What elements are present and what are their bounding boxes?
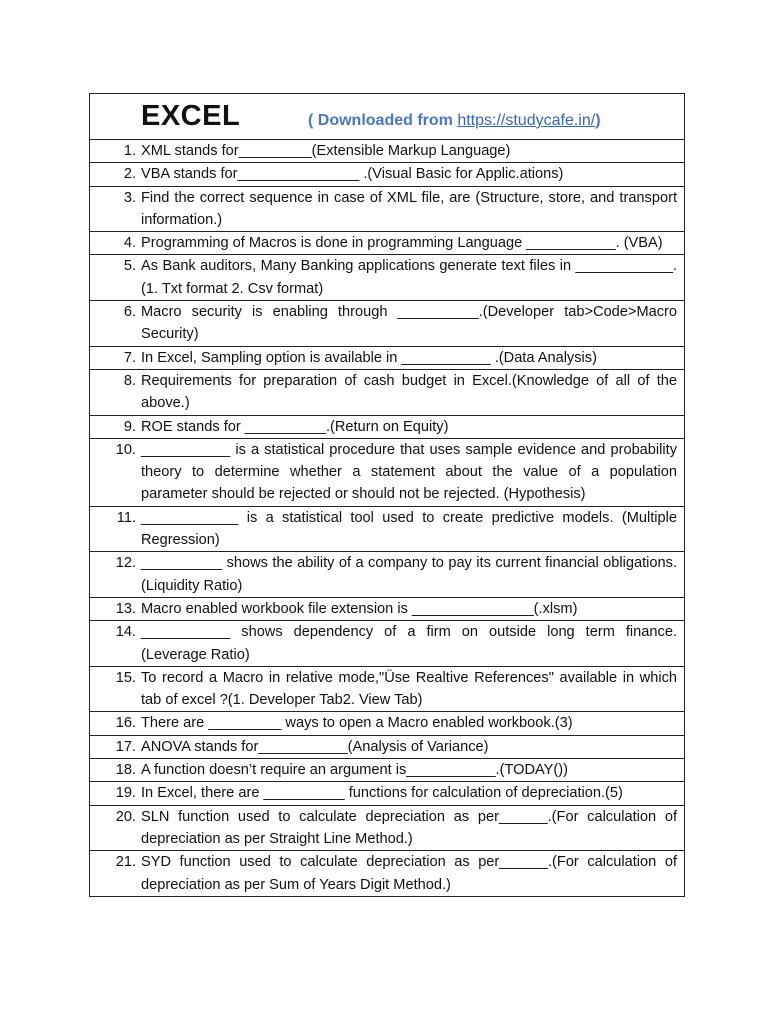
question-cell <box>90 712 685 735</box>
item-number: 9. <box>123 418 136 435</box>
question-cell <box>90 666 685 712</box>
item-number: 14. <box>115 624 136 641</box>
question-cell <box>90 621 685 667</box>
item-text: As Bank auditors, Many Banking applications generate text files in ____________.(1. Txt format 2. Csv format) <box>141 258 677 297</box>
item-text: To record a Macro in relative mode,"Üse Realtive References" available in which tab of excel ?(1. Developer Tab2. View Tab) <box>141 669 677 709</box>
question-cell <box>90 140 685 163</box>
table-row <box>90 438 685 506</box>
table-row <box>90 255 685 301</box>
table-row <box>90 186 685 232</box>
item-number: 20. <box>115 808 136 825</box>
item-number: 11. <box>116 509 136 526</box>
item-number: 10. <box>115 441 136 458</box>
table-row <box>90 597 685 620</box>
question-table <box>89 93 685 897</box>
item-text: Programming of Macros is done in programming Language ___________. (VBA) <box>141 235 663 252</box>
item-number: 21. <box>115 854 136 871</box>
question-cell <box>90 506 685 552</box>
item-text: There are _________ ways to open a Macro enabled workbook.(3) <box>141 715 573 732</box>
table-row <box>90 301 685 347</box>
list-item <box>97 187 677 232</box>
list-item <box>97 598 677 620</box>
list-item <box>97 232 677 254</box>
item-text: SYD function used to calculate depreciation as per______.(For calculation of depreciation as per Sum of Years Digit Method.) <box>141 854 677 893</box>
item-text: ROE stands for __________.(Return on Equity) <box>141 418 449 435</box>
item-text: ___________ is a statistical procedure that uses sample evidence and probability theory to determine whether a statement about the value of a population parameter should be rejected or should not be rejected. (Hypothesis) <box>141 441 677 503</box>
table-row <box>90 666 685 712</box>
item-number: 18. <box>115 762 136 779</box>
item-text: SLN function used to calculate depreciation as per______.(For calculation of depreciation as per Straight Line Method.) <box>141 808 677 847</box>
source-link[interactable]: https://studycafe.in/ <box>457 112 596 129</box>
question-cell <box>90 232 685 255</box>
table-row <box>90 759 685 782</box>
question-cell <box>90 346 685 369</box>
item-number: 15. <box>115 669 136 686</box>
list-item <box>97 782 677 804</box>
source-suffix: ) <box>595 112 601 129</box>
item-text: ___________ shows dependency of a firm on outside long term finance. (Leverage Ratio) <box>141 624 677 663</box>
item-text: Macro enabled workbook file extension is _______________(.xlsm) <box>141 600 578 617</box>
table-row <box>90 782 685 805</box>
item-text: Macro security is enabling through __________.(Developer tab>Code>Macro Security) <box>141 304 677 343</box>
list-item <box>97 416 677 438</box>
table-row <box>90 712 685 735</box>
item-number: 1. <box>123 143 136 159</box>
question-cell <box>90 735 685 758</box>
list-item <box>97 736 677 758</box>
table-row <box>90 140 685 163</box>
item-text: Requirements for preparation of cash budget in Excel.(Knowledge of all of the above.) <box>141 372 677 412</box>
item-number: 8. <box>123 372 136 389</box>
question-cell <box>90 851 685 897</box>
list-item <box>97 851 677 896</box>
question-cell <box>90 415 685 438</box>
page-title: EXCEL <box>141 100 241 132</box>
table-header-row <box>90 94 685 140</box>
question-cell <box>90 369 685 415</box>
item-text: Find the correct sequence in case of XML file, are (Structure, store, and transport information.) <box>141 189 677 228</box>
item-text: VBA stands for_______________ .(Visual Basic for Applic.ations) <box>141 166 564 183</box>
item-number: 2. <box>123 166 136 183</box>
list-item <box>97 552 677 597</box>
list-item <box>97 507 677 552</box>
item-number: 16. <box>115 715 136 732</box>
question-cell <box>90 759 685 782</box>
table-row <box>90 621 685 667</box>
table-row <box>90 232 685 255</box>
table-row <box>90 369 685 415</box>
question-cell <box>90 438 685 506</box>
item-text: In Excel, there are __________ functions for calculation of depreciation.(5) <box>141 785 623 802</box>
item-text: __________ shows the ability of a company to pay its current financial obligations.(Liquidity Ratio) <box>141 555 677 594</box>
list-item <box>97 759 677 781</box>
item-number: 13. <box>115 600 136 617</box>
list-item <box>97 370 677 415</box>
item-number: 5. <box>123 258 136 275</box>
question-cell <box>90 301 685 347</box>
item-number: 19. <box>115 785 136 802</box>
item-text: In Excel, Sampling option is available in ___________ .(Data Analysis) <box>141 349 597 366</box>
table-row <box>90 506 685 552</box>
question-cell <box>90 805 685 851</box>
table-row <box>90 805 685 851</box>
item-text: ____________ is a statistical tool used to create predictive models. (Multiple Regression) <box>141 509 677 549</box>
table-row <box>90 735 685 758</box>
list-item <box>97 439 677 506</box>
table-row <box>90 851 685 897</box>
question-cell <box>90 597 685 620</box>
list-item <box>97 301 677 346</box>
list-item <box>97 712 677 734</box>
item-number: 4. <box>123 235 136 252</box>
item-number: 6. <box>123 304 136 321</box>
list-item <box>97 140 677 162</box>
question-cell <box>90 163 685 186</box>
item-number: 3. <box>123 189 136 206</box>
item-number: 17. <box>115 738 136 755</box>
item-text: ANOVA stands for___________(Analysis of Variance) <box>141 738 489 755</box>
list-item <box>97 806 677 851</box>
list-item <box>97 621 677 666</box>
source-prefix: ( Downloaded from <box>308 112 458 129</box>
item-number: 7. <box>123 349 136 366</box>
header-cell <box>90 94 685 140</box>
question-cell <box>90 782 685 805</box>
question-cell <box>90 186 685 232</box>
item-text: XML stands for_________(Extensible Markup Language) <box>141 143 511 159</box>
question-cell <box>90 255 685 301</box>
list-item <box>97 347 677 369</box>
table-row <box>90 552 685 598</box>
item-number: 12. <box>115 555 136 572</box>
table-row <box>90 163 685 186</box>
list-item <box>97 667 677 712</box>
table-row <box>90 346 685 369</box>
question-cell <box>90 552 685 598</box>
list-item <box>97 255 677 300</box>
list-item <box>97 163 677 185</box>
item-text: A function doesn’t require an argument is___________.(TODAY()) <box>141 762 568 779</box>
source-note <box>308 112 601 130</box>
table-row <box>90 415 685 438</box>
